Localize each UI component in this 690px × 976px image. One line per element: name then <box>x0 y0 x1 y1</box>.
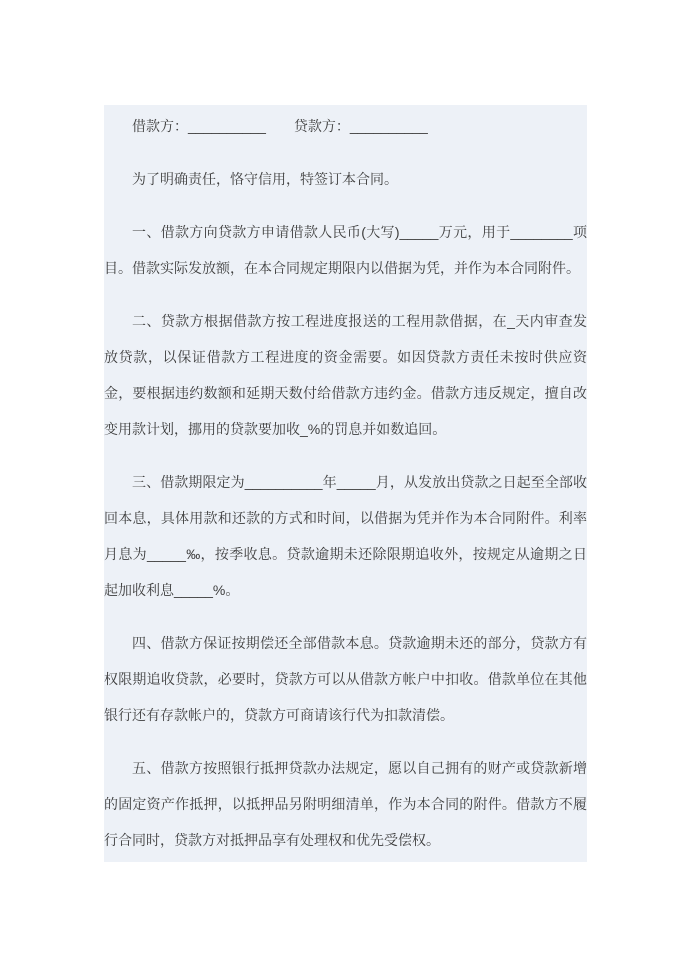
lender-blank: __________ <box>349 118 428 134</box>
lender-label: 贷款方： <box>293 118 350 134</box>
clause-5-number: 五、 <box>132 760 161 776</box>
clause-4 <box>104 625 587 733</box>
contract-body <box>104 105 587 862</box>
borrower-label: 借款方： <box>132 118 188 134</box>
clause-5-text: 借款方按照银行抵押贷款办法规定，愿以自己拥有的财产或贷款新增的固定资产作抵押，以抵押品另附明细清单，作为本合同的附件。借款方不履行合同时，贷款方对抵押品享有处理权和优先受偿权。 <box>104 760 587 848</box>
clause-1-number: 一、 <box>132 224 161 240</box>
clause-4-number: 四、 <box>132 635 161 651</box>
clause-2-number: 二、 <box>132 313 161 329</box>
clause-3-text: 借款期限定为__________年_____月，从发放出贷款之日起至全部收回本息，具体用款和还款的方式和时间，以借据为凭并作为本合同附件。利率月息为_____‰，按季收息。贷款逾期未还除限期追收外，按规定从逾期之日起加收利息_____%。 <box>104 474 588 598</box>
clause-1 <box>104 214 587 286</box>
preamble-paragraph: 为了明确责任，恪守信用，特签订本合同。 <box>132 171 398 187</box>
clause-5 <box>104 750 587 858</box>
parties-gap <box>266 118 294 134</box>
clause-1-text: 借款方向贷款方申请借款人民币(大写)_____万元，用于________项目。借款实际发放额，在本合同规定期限内以借据为凭，并作为本合同附件。 <box>104 224 588 276</box>
clause-2 <box>104 303 587 447</box>
clause-3 <box>104 464 587 608</box>
clause-2-text: 贷款方根据借款方按工程进度报送的工程用款借据，在_天内审查发放贷款，以保证借款方工程进度的资金需要。如因贷款方责任未按时供应资金，要根据违约数额和延期天数付给借款方违约金。借款方违反规定，擅自改变用款计划，挪用的贷款要加收_%的罚息并如数追回。 <box>104 313 587 437</box>
parties-line <box>104 108 587 144</box>
borrower-blank: __________ <box>188 118 266 134</box>
clause-3-number: 三、 <box>132 474 161 490</box>
clause-4-text: 借款方保证按期偿还全部借款本息。贷款逾期未还的部分，贷款方有权限期追收贷款，必要时，贷款方可以从借款方帐户中扣收。借款单位在其他银行还有存款帐户的，贷款方可商请该行代为扣款清偿。 <box>104 635 587 723</box>
